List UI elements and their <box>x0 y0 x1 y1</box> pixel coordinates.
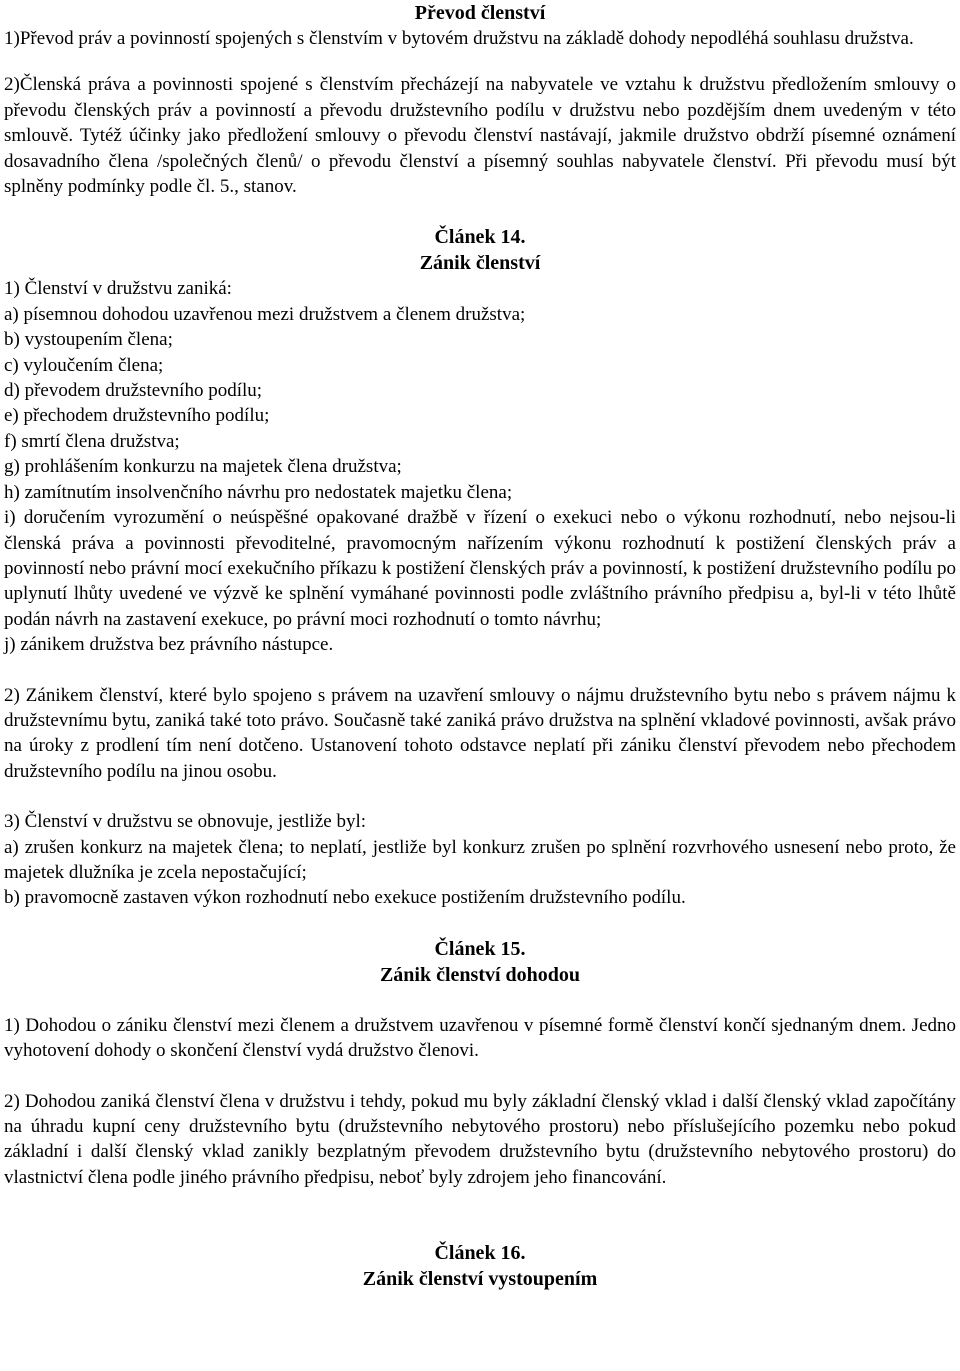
list-item: d) převodem družstevního podílu; <box>4 380 263 402</box>
article-14-title: Zánik členství <box>419 252 541 275</box>
list-item: b) vystoupením člena; <box>4 329 173 351</box>
article-16-title: Zánik členství vystoupením <box>362 1268 598 1291</box>
document-page <box>4 0 956 1292</box>
article-14-number: Článek 14. <box>434 226 526 249</box>
paragraph-prevod-2: 2)Členská práva a povinnosti spojené s členstvím přecházejí na nabyvatele ve vztahu k družstvu předložením smlouvy o převodu členských práv a povinností a převodu družstevního podílu v družstvu nebo pozdějším dnem uvedeným v této smlouvě. Tytéž účinky jako předložení smlouvy o převodu členství nastávají, jakmile družstvo obdrží písemné oznámení dosavadního člena /společných členů/ o převodu členství a písemný souhlas nabyvatele členství. Při převodu musí být splněny podmínky podle čl. 5., stanov. <box>4 74 956 198</box>
article-14-paragraph-3-intro: 3) Členství v družstvu se obnovuje, jestliže byl: <box>4 811 367 833</box>
list-item: g) prohlášením konkurzu na majetek člena družstva; <box>4 456 402 478</box>
section-title-prevod-clenstvi: Převod členství <box>414 2 546 24</box>
article-14-paragraph-3-b: b) pravomocně zastaven výkon rozhodnutí nebo exekuce postižením družstevního podílu. <box>4 887 686 909</box>
list-item: e) přechodem družstevního podílu; <box>4 405 270 427</box>
article-14-paragraph-2: 2) Zánikem členství, které bylo spojeno s právem na uzavření smlouvy o nájmu družstevního bytu nebo s právem nájmu k družstevnímu bytu, zaniká také toto právo. Současně také zaniká právo družstva na splnění vkladové povinnosti, avšak právo na úroky z prodlení tím není dotčeno. Ustanovení tohoto odstavce neplatí při zániku členství převodem nebo přechodem družstevního podílu na jinou osobu. <box>4 684 956 782</box>
paragraph-prevod-1: 1)Převod práv a povinností spojených s členstvím v bytovém družstvu na základě dohody nepodléhá souhlasu družstva. <box>4 28 914 49</box>
article-15-title: Zánik členství dohodou <box>379 963 581 986</box>
list-item: a) písemnou dohodou uzavřenou mezi družstvem a členem družstva; <box>4 303 526 325</box>
list-item: c) vyloučením člena; <box>4 354 164 376</box>
article-14-intro: 1) Členství v družstvu zaniká: <box>4 278 232 300</box>
article-15-paragraph-1: 1) Dohodou o zániku členství mezi členem a družstvem uzavřenou v písemné formě členství končí sjednaným dnem. Jedno vyhotovení dohody o skončení členství vydá družstvo členovi. <box>4 1014 956 1062</box>
list-item: i) doručením vyrozumění o neúspěšné opakované dražbě v řízení o exekuci nebo o výkonu rozhodnutí, nebo nejsou-li členská práva a povinnosti převoditelné, pravomocným nařízením výkonu rozhodnutí k postižení členských práv a povinností nebo právní mocí exekučního příkazu k postižení členských práv a povinností, k postižení družstevního podílu po uplynutí lhůty uvedené ve výzvě ke splnění vymáhané povinnosti podle zvláštního právního předpisu a, byl-li v této lhůtě podán návrh na zastavení exekuce, po právní moci rozhodnutí o tomto návrhu; <box>4 507 956 630</box>
list-item: f) smrtí člena družstva; <box>4 430 180 452</box>
list-item: h) zamítnutím insolvenčního návrhu pro nedostatek majetku člena; <box>4 481 513 503</box>
list-item: j) zánikem družstva bez právního nástupce. <box>4 634 334 656</box>
article-15-number: Článek 15. <box>434 937 526 960</box>
article-16-number: Článek 16. <box>434 1242 526 1265</box>
article-15-paragraph-2: 2) Dohodou zaniká členství člena v družstvu i tehdy, pokud mu byly základní členský vklad i další členský vklad započítány na úhradu kupní ceny družstevního bytu (družstevního nebytového prostoru) nebo příslušejícího pozemku nebo pokud základní i další členský vklad zanikly bezplatným převodem družstevního bytu (družstevního nebytového prostoru) do vlastnictví člena podle jiného právního předpisu, neboť byly zdrojem jeho financování. <box>4 1090 956 1188</box>
article-14-paragraph-3-a: a) zrušen konkurz na majetek člena; to neplatí, jestliže byl konkurz zrušen po splnění rozvrhového usnesení nebo proto, že majetek dlužníka je zcela nepostačující; <box>4 836 956 883</box>
